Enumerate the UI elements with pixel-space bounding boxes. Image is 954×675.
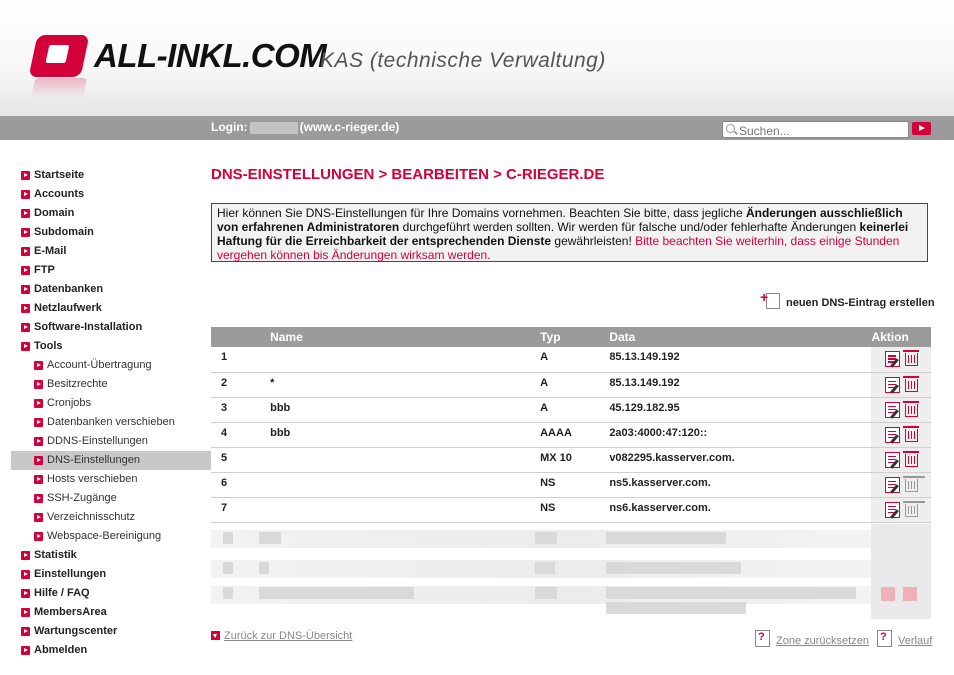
sidebar-item-label: Wartungscenter: [34, 625, 118, 637]
sidebar-item-label: Besitzrechte: [47, 378, 108, 390]
trash-icon[interactable]: [905, 379, 918, 392]
notice-bold-2: keinerlei Haftung für die Erreichbarkeit der entsprechenden Dienste: [217, 220, 909, 248]
edit-icon[interactable]: [885, 377, 900, 393]
sidebar-item-label: Hosts verschieben: [47, 473, 138, 485]
redacted-rows: [211, 524, 931, 619]
new-document-icon: [766, 293, 780, 309]
row-num: 1: [211, 347, 270, 372]
arrow-bullet-icon: [34, 494, 43, 503]
arrow-bullet-icon: [34, 380, 43, 389]
top-bar: [0, 116, 954, 140]
row-data: 45.129.182.95: [609, 397, 871, 422]
sidebar-item-12[interactable]: [11, 394, 211, 413]
arrow-bullet-icon: [21, 209, 30, 218]
row-typ: A: [540, 372, 609, 397]
verlauf-link[interactable]: [877, 630, 932, 647]
row-num: 3: [211, 397, 270, 422]
zone-reset-link[interactable]: [755, 630, 869, 647]
row-name: [270, 472, 540, 497]
arrow-bullet-icon: [21, 646, 30, 655]
logo-text[interactable]: ALL-INKL.COM: [94, 37, 327, 74]
header: [0, 0, 954, 116]
sidebar-item-5[interactable]: [11, 261, 211, 280]
back-label: Zurück zur DNS-Übersicht: [224, 630, 353, 642]
search-submit-button[interactable]: [912, 122, 931, 135]
row-typ: AAAA: [540, 422, 609, 447]
row-actions: [871, 397, 931, 422]
sidebar-item-label: Netzlaufwerk: [34, 302, 102, 314]
table-row: [211, 447, 931, 472]
arrow-bullet-icon: [21, 171, 30, 180]
row-actions: [871, 347, 931, 372]
trash-icon[interactable]: [905, 353, 918, 366]
sidebar-item-8[interactable]: [11, 318, 211, 337]
sidebar-item-25[interactable]: [11, 641, 211, 660]
row-name: [270, 347, 540, 372]
sidebar-item-label: FTP: [34, 264, 55, 276]
sidebar-item-label: Software-Installation: [34, 321, 143, 333]
sidebar-item-14[interactable]: [11, 432, 211, 451]
row-num: 5: [211, 447, 270, 472]
sidebar-item-label: DNS-Einstellungen: [47, 454, 140, 466]
sidebar-item-9[interactable]: [11, 337, 211, 356]
sidebar-item-20[interactable]: [11, 546, 211, 565]
sidebar-item-23[interactable]: [11, 603, 211, 622]
row-name: bbb: [270, 422, 540, 447]
notice-text-1: Hier können Sie DNS-Einstellungen für Ihre Domains vornehmen. Beachten Sie bitte, dass jegliche: [217, 206, 746, 220]
sidebar-item-24[interactable]: [11, 622, 211, 641]
row-typ: NS: [540, 497, 609, 522]
notice-warning-red: Bitte beachten Sie weiterhin, dass einige Stunden vergehen können bis Änderungen wirksam werden.: [217, 234, 900, 262]
search-box[interactable]: [722, 121, 909, 138]
row-typ: MX 10: [540, 447, 609, 472]
trash-icon[interactable]: [905, 429, 918, 442]
sidebar-item-13[interactable]: [11, 413, 211, 432]
table-row: [211, 472, 931, 497]
notice-text-2: durchgeführt werden sollten. Wir werden für falsche und/oder fehlerhafte Änderungen: [399, 220, 860, 234]
sidebar-item-label: Startseite: [34, 169, 85, 181]
back-to-dns-overview-link[interactable]: [211, 630, 352, 642]
sidebar-item-label: Hilfe / FAQ: [34, 587, 90, 599]
sidebar-item-6[interactable]: [11, 280, 211, 299]
col-header-data: Data: [609, 327, 871, 347]
arrow-bullet-icon: [34, 399, 43, 408]
table-row: [211, 372, 931, 397]
table-header-row: [211, 327, 931, 347]
sidebar-item-label: Accounts: [34, 188, 85, 200]
edit-icon[interactable]: [885, 351, 900, 367]
arrow-bullet-icon: [34, 513, 43, 522]
sidebar-item-label: Datenbanken: [34, 283, 104, 295]
row-num: 7: [211, 497, 270, 522]
edit-icon[interactable]: [885, 477, 900, 493]
sidebar-item-1[interactable]: [11, 185, 211, 204]
sidebar-item-3[interactable]: [11, 223, 211, 242]
page-title: DNS-EINSTELLUNGEN > BEARBEITEN > C-RIEGER.DE: [211, 166, 605, 183]
row-actions: [871, 447, 931, 472]
sidebar-item-label: Webspace-Bereinigung: [47, 530, 162, 542]
arrow-bullet-icon: [21, 570, 30, 579]
row-actions: [871, 497, 931, 522]
sidebar-item-label: E-Mail: [34, 245, 67, 257]
table-row: [211, 397, 931, 422]
table-row: [211, 347, 931, 372]
col-header-typ: Typ: [540, 327, 609, 347]
table-row: [211, 497, 931, 522]
sidebar-item-11[interactable]: [11, 375, 211, 394]
login-info: [211, 120, 399, 134]
arrow-bullet-icon: [21, 247, 30, 256]
edit-icon[interactable]: [885, 402, 900, 418]
arrow-bullet-icon: [21, 304, 30, 313]
history-document-icon: [877, 630, 892, 647]
sidebar-item-label: Einstellungen: [34, 568, 107, 580]
all-inkl-logo-icon[interactable]: [29, 35, 90, 77]
trash-icon: [905, 479, 918, 492]
row-data: ns5.kasserver.com.: [609, 472, 871, 497]
arrow-bullet-icon: [21, 589, 30, 598]
col-header-aktion: Aktion: [871, 327, 931, 347]
sidebar-item-22[interactable]: [11, 584, 211, 603]
arrow-bullet-icon: [34, 361, 43, 370]
sidebar-item-label: Tools: [34, 340, 63, 352]
row-name: [270, 447, 540, 472]
zone-reset-label: Zone zurücksetzen: [776, 635, 869, 647]
redacted-aktion-column: [871, 524, 931, 619]
arrow-bullet-icon: [21, 285, 30, 294]
sidebar-item-label: Domain: [34, 207, 75, 219]
sidebar-item-19[interactable]: [11, 527, 211, 546]
help-document-icon: [755, 630, 770, 647]
row-name: bbb: [270, 397, 540, 422]
row-data: ns6.kasserver.com.: [609, 497, 871, 522]
sidebar-item-16[interactable]: [11, 470, 211, 489]
warning-notice: [211, 203, 928, 262]
arrow-bullet-icon: [21, 608, 30, 617]
trash-icon: [905, 504, 918, 517]
row-typ: NS: [540, 472, 609, 497]
search-icon: [726, 124, 735, 133]
arrow-bullet-icon: [34, 437, 43, 446]
app-subtitle: KAS (technische Verwaltung): [320, 49, 606, 72]
edit-icon[interactable]: [885, 502, 900, 518]
verlauf-label: Verlauf: [898, 635, 933, 647]
sidebar-item-4[interactable]: [11, 242, 211, 261]
logo-reflection: [31, 78, 87, 98]
arrow-bullet-icon: [34, 475, 43, 484]
row-data: 2a03:4000:47:120::: [609, 422, 871, 447]
row-actions: [871, 372, 931, 397]
login-label: Login:: [211, 120, 248, 134]
sidebar-item-17[interactable]: [11, 489, 211, 508]
search-input[interactable]: [723, 124, 899, 138]
sidebar-item-label: DDNS-Einstellungen: [47, 435, 148, 447]
sidebar-item-label: Verzeichnisschutz: [47, 511, 136, 523]
row-actions: [871, 472, 931, 497]
row-num: 4: [211, 422, 270, 447]
arrow-bullet-icon: [34, 418, 43, 427]
trash-icon[interactable]: [905, 454, 918, 467]
new-dns-entry-label: neuen DNS-Eintrag erstellen: [786, 297, 935, 309]
col-header-name: Name: [270, 327, 540, 347]
sidebar-item-label: Statistik: [34, 549, 77, 561]
sidebar-item-0[interactable]: [11, 166, 211, 185]
sidebar-item-label: SSH-Zugänge: [47, 492, 117, 504]
row-num: 2: [211, 372, 270, 397]
row-data: 85.13.149.192: [609, 347, 871, 372]
arrow-bullet-icon: [21, 627, 30, 636]
trash-icon[interactable]: [905, 404, 918, 417]
sidebar-item-label: MembersArea: [34, 606, 107, 618]
sidebar-item-label: Subdomain: [34, 226, 94, 238]
sidebar-item-label: Abmelden: [34, 644, 88, 656]
notice-text-3: gewährleisten!: [551, 234, 636, 248]
login-domain: (www.c-rieger.de): [299, 120, 400, 134]
sidebar-item-21[interactable]: [11, 565, 211, 584]
arrow-bullet-icon: [21, 551, 30, 560]
sidebar-item-7[interactable]: [11, 299, 211, 318]
sidebar-item-15[interactable]: [11, 451, 211, 470]
sidebar-item-18[interactable]: [11, 508, 211, 527]
dns-table: [211, 327, 931, 523]
edit-icon[interactable]: [885, 452, 900, 468]
arrow-bullet-icon: [21, 266, 30, 275]
sidebar-nav: [11, 166, 211, 660]
sidebar-item-label: Account-Übertragung: [47, 359, 152, 371]
sidebar-item-10[interactable]: [11, 356, 211, 375]
arrow-bullet-icon: [21, 323, 30, 332]
row-name: [270, 497, 540, 522]
row-actions: [871, 422, 931, 447]
row-name: *: [270, 372, 540, 397]
row-data: 85.13.149.192: [609, 372, 871, 397]
back-arrow-icon: [211, 631, 220, 640]
sidebar-item-label: Cronjobs: [47, 397, 92, 409]
notice-bold-1: Änderungen ausschließlich von erfahrenen Administratoren: [217, 206, 903, 234]
arrow-bullet-icon: [21, 228, 30, 237]
new-dns-entry-link[interactable]: [766, 293, 935, 309]
login-username-redacted: [250, 122, 298, 134]
arrow-bullet-icon: [34, 456, 43, 465]
sidebar-item-2[interactable]: [11, 204, 211, 223]
row-num: 6: [211, 472, 270, 497]
sidebar-item-label: Datenbanken verschieben: [47, 416, 175, 428]
row-typ: A: [540, 397, 609, 422]
arrow-bullet-icon: [34, 532, 43, 541]
row-data: v082295.kasserver.com.: [609, 447, 871, 472]
arrow-bullet-icon: [21, 190, 30, 199]
table-row: [211, 422, 931, 447]
col-header-num: [211, 327, 270, 347]
row-typ: A: [540, 347, 609, 372]
edit-icon[interactable]: [885, 427, 900, 443]
arrow-bullet-icon: [21, 342, 30, 351]
